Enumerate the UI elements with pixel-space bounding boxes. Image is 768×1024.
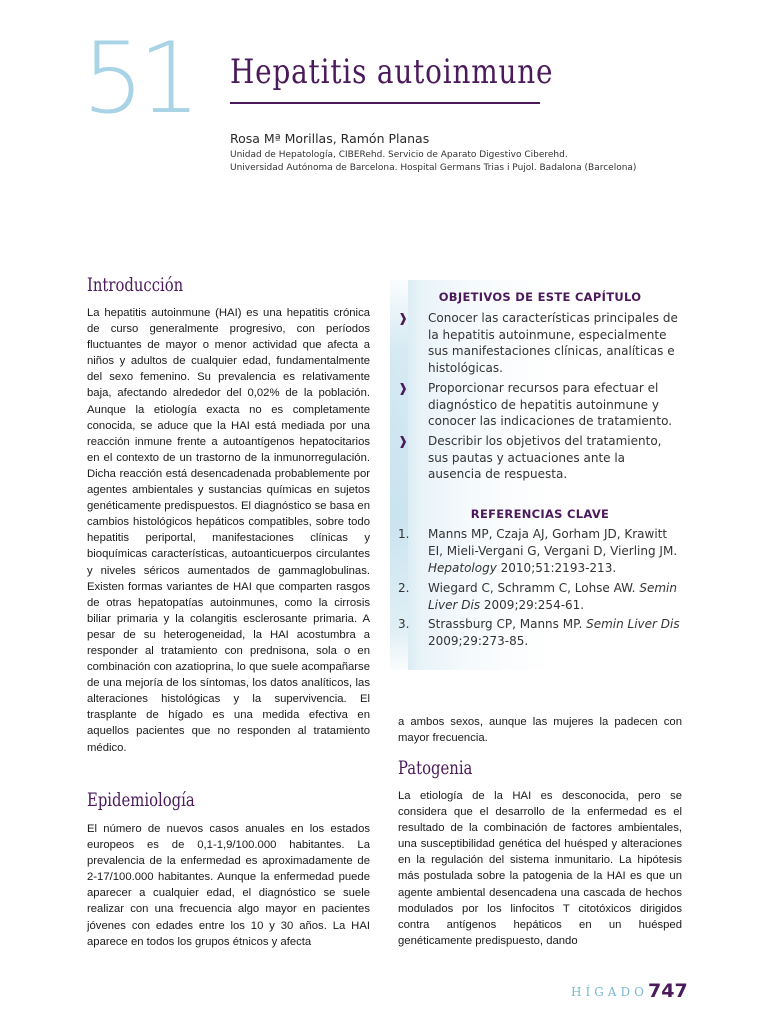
patogenia-text: La etiología de la HAI es desconocida, pero se considera que el desarrollo de la enfermedad es el resultado de la combinación de factores ambientales, una susceptibilidad genética del huésped y alteraciones en la regulación del sistema inmunitario. La hipótesis más postulada sobre la patogenia de la HAI es que un agente ambiental desencadena una cascada de hechos modulados por los linfocitos T citotóxicos dirigidos contra antígenos hepáticos en un huésped genéticamente predispuesto, dando	[398, 790, 682, 947]
title-underline	[230, 102, 540, 104]
patogenia-heading: Patogenia	[398, 757, 473, 779]
chapter-number: 51	[82, 22, 195, 136]
authors: Rosa Mª Morillas, Ramón Planas	[230, 131, 430, 146]
bullet-icon: ❱	[398, 434, 409, 448]
bullet-icon: ❱	[398, 311, 409, 325]
affiliation-2: Universidad Autónoma de Barcelona. Hospital Germans Trias i Pujol. Badalona (Barcelona)	[230, 163, 637, 173]
introduccion-text: La hepatitis autoinmune (HAI) es una hepatitis crónica de curso generalmente progresivo, con períodos fluctuantes de mayor o menor actividad que afecta a niños y adultos de cualquier edad, fundamentalmente del sexo femenino. Su prevalencia es relativamente baja, afectando alrededor del 0,02% de la población. Aunque la etiología exacta no es completamente conocida, se aduce que la HAI está mediada por una reacción inmune frente a autoantígenos hepatocitarios en el contexto de un trastorno de la inmunorregulación. Dicha reacción está desencadenada probablemente por agentes ambientales y sustancias químicas en sujetos genéticamente predispuestos. El diagnóstico se basa en cambios histológicos hepáticos compatibles, sobre todo hepatitis periportal, manifestaciones clínicas y bioquímicas características, autoanticuerpos circulantes y niveles séricos aumentados de gammaglobulinas. Existen formas variantes de HAI que comparten rasgos de otras hepatopatías autoinmunes, como la cirrosis biliar primaria y la colangitis esclerosante primaria. A pesar de su heterogeneidad, la HAI acostumbra a responder al tratamiento con prednisona, sola o en combinación con azatioprina, lo que suele acompañarse de una mejoría de los síntomas, los datos analíticos, las alteraciones histológicas y la supervivencia. El trasplante de hígado es una medida efectiva en aquellos pacientes que no responden al tratamiento médico.	[87, 307, 370, 754]
introduccion-heading: Introducción	[87, 274, 184, 296]
bullet-icon: ❱	[398, 381, 409, 395]
epidemiologia-heading: Epidemiología	[87, 789, 195, 811]
affiliation-1: Unidad de Hepatología, CIBERehd. Servicio de Aparato Digestivo Ciberehd.	[230, 150, 568, 160]
objetivos-heading: OBJETIVOS DE ESTE CAPÍTULO	[438, 290, 642, 304]
objetivo-item-1: ❱ Conocer las características principales de la hepatitis autoinmune, especialmente sus manifestaciones clínicas, analíticas e histológicas.	[398, 311, 678, 375]
chapter-title: Hepatitis autoinmune	[230, 52, 554, 92]
page-number: 747	[648, 980, 688, 1002]
referencias-heading: REFERENCIAS CLAVE	[470, 507, 610, 521]
epidemiologia-text: El número de nuevos casos anuales en los estados europeos es de 0,1-1,9/100.000 habitantes. La prevalencia de la enfermedad es aproximadamente de 2-17/100.000 habitantes. Aunque la enfermedad puede aparecer a cualquier edad, el diagnóstico se suele realizar con una frecuencia algo mayor en pacientes jóvenes con edades entre los 10 y 30 años. La HAI aparece en todos los grupos étnicos y afecta	[87, 823, 370, 948]
objetivo-item-3: ❱ Describir los objetivos del tratamiento, sus pautas y actuaciones ante la ausencia de respuesta.	[398, 434, 662, 481]
objetivo-item-2: ❱ Proporcionar recursos para efectuar el diagnóstico de hepatitis autoinmune y conocer las indicaciones de tratamiento.	[398, 381, 673, 428]
footer-book-title: HÍGADO	[571, 985, 648, 999]
reference-item-2: 2. Wiegard C, Schramm C, Lohse AW. Semin Liver Dis 2009;29:254-61.	[398, 581, 677, 612]
reference-item-1: 1. Manns MP, Czaja AJ, Gorham JD, Krawitt EI, Mieli-Vergani G, Vergani D, Vierling JM. Hepatology 2010;51:2193-213.	[398, 527, 678, 575]
epidemiologia-continuation: a ambos sexos, aunque las mujeres la padecen con mayor frecuencia.	[398, 716, 682, 745]
reference-item-3: 3. Strassburg CP, Manns MP. Semin Liver Dis 2009;29:273-85.	[398, 617, 680, 648]
